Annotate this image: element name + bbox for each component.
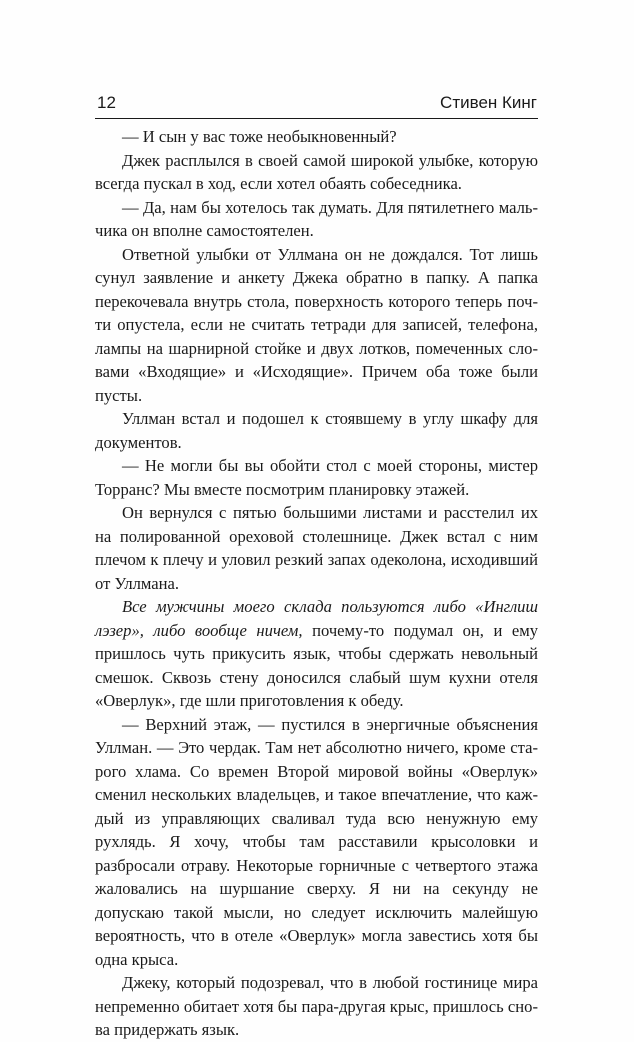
paragraph: Он вернулся с пятью большими листами и расстелил их на полированной ореховой столешнице. Джек встал с ним плечом к плечу и уловил резкий запах одеколона, исходивший от Уллмана. [95, 503, 538, 593]
paragraph: Ответной улыбки от Уллмана он не дождался. Тот лишь сунул заявление и анкету Джека обратно в папку. А папка перекочевала внутрь стола, поверхность которого теперь почти опустела, если не считать тетради для записей, телефона, лампы на шарнирной стойке и двух лотков, помеченных словами «Входящие» и «Исходящие». Причем оба тоже были пусты. [95, 244, 538, 405]
paragraph: — Верхний этаж, — пустился в энергичные объяснения Уллман. — Это чердак. Там нет абсолютно ничего, кроме старого хлама. Со времен Второй мировой войны «Оверлук» сменил нескольких владельцев, и такое впечатление, что каждый из управляющих сваливал туда всю ненужную ему рухлядь. Я хочу, чтобы там расставили крысоловки и разбросали отраву. Некоторые горничные с четвертого этажа жаловались на шуршание сверху. Я ни на секунду не допускаю такой мысли, но следует исключить малейшую вероятность, что в отеле «Оверлук» могла завестись хотя бы одна крыса. [95, 714, 538, 969]
page-number: 12 [97, 93, 116, 112]
paragraph: — И сын у вас тоже необыкновенный? [122, 127, 397, 146]
italic-thought: Все мужчины моего склада пользуются либо «Инглиш лэзер», либо вообще ничем, [95, 597, 538, 640]
paragraph: Уллман встал и подошел к стоявшему в углу шкафу для документов. [95, 409, 538, 452]
paragraph: Все мужчины моего склада пользуются либо «Инглиш лэзер», либо вообще ничем, почему-то подумал он, и ему пришлось чуть прикусить язык, чтобы сдержать невольный смешок. Сквозь стену доносился слабый шум кухни отеля «Оверлук», где шли приготовления к обеду. [95, 597, 538, 710]
running-header-author: Стивен Кинг [440, 93, 537, 112]
paragraph: — Не могли бы вы обойти стол с моей стороны, мистер Торранс? Мы вместе посмотрим планировку этажей. [95, 456, 538, 499]
page-body [95, 125, 538, 1042]
paragraph: Джек расплылся в своей самой широкой улыбке, которую всегда пускал в ход, если хотел обаять собеседника. [95, 150, 538, 193]
paragraph: — Да, нам бы хотелось так думать. Для пятилетнего мальчика он вполне самостоятелен. [95, 197, 538, 240]
running-header [95, 90, 538, 119]
paragraph: Джеку, который подозревал, что в любой гостинице мира непременно обитает хотя бы пара-другая крыс, пришлось снова придержать язык. [95, 973, 538, 1039]
